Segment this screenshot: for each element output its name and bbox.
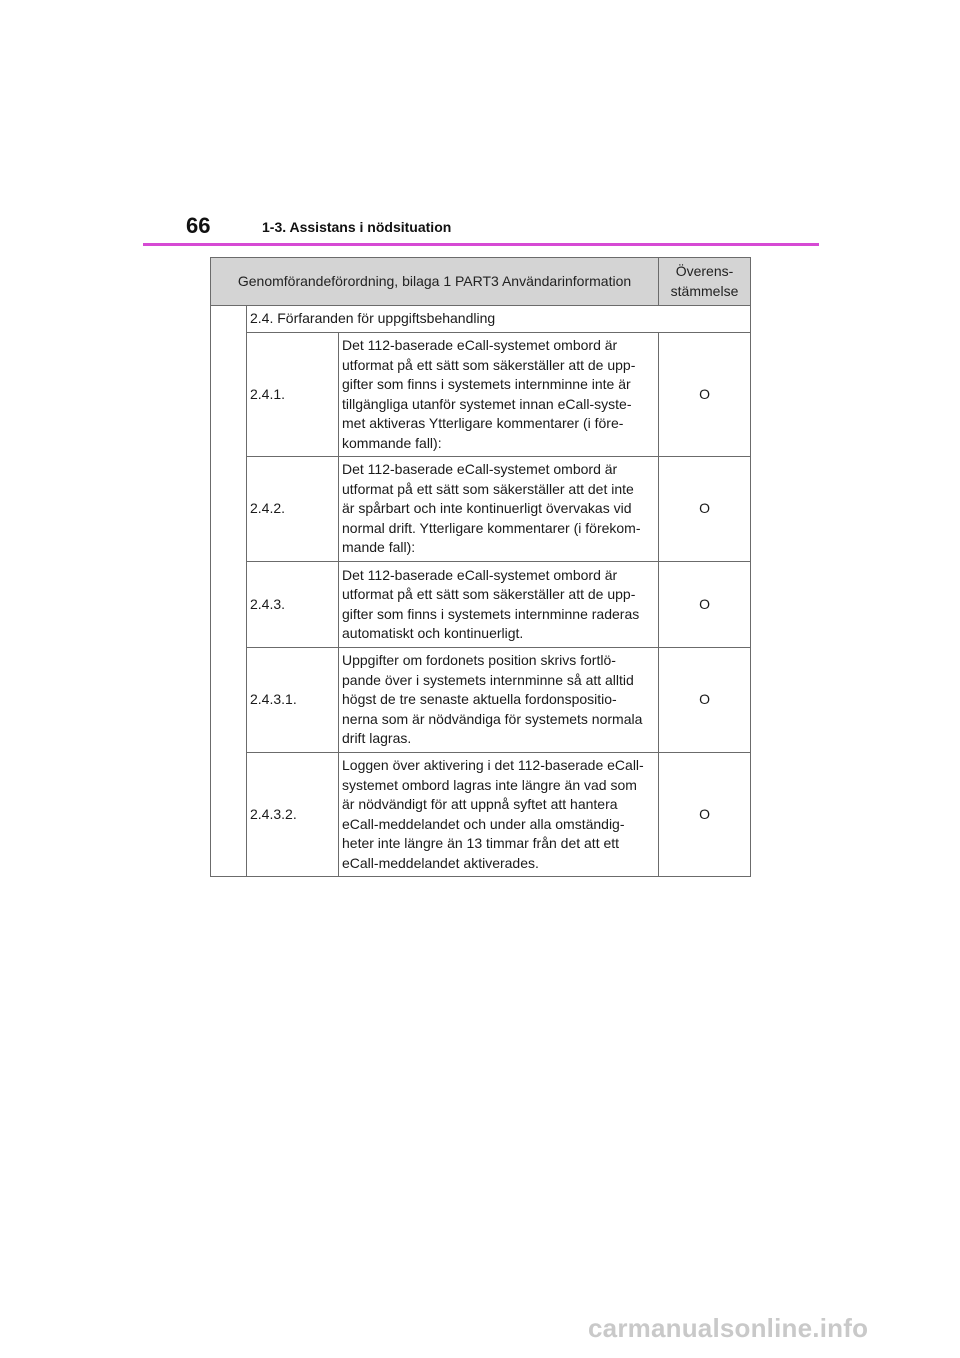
description-line: heter inte längre än 13 timmar från det att ett [342,835,620,851]
description-line: Det 112-baserade eCall-systemet ombord är [342,461,618,478]
row-conformity: O [659,457,751,562]
table-row [211,648,751,753]
row-number: 2.4.3. [247,562,339,648]
description-line: högst de tre senaste aktuella fordonspositio- [342,691,617,708]
group-heading: 2.4. Förfaranden för uppgiftsbehandling [247,306,751,333]
description-line: eCall-meddelandet aktiverades. [342,854,539,871]
row-number: 2.4.1. [247,333,339,457]
row-conformity: O [659,753,751,877]
conformity-header-line-2: stämmelse [670,282,739,299]
description-line: drift lagras. [342,730,412,747]
description-line: utformat på ett sätt som säkerställer att de upp- [342,586,636,602]
description-line: utformat på ett sätt som säkerställer att det inte [342,480,634,497]
description-line: Loggen över aktivering i det 112-baserade eCall- [342,757,644,773]
description-line: utformat på ett sätt som säkerställer att de upp- [342,356,636,373]
column-header-regulation: Genomförandeförordning, bilaga 1 PART3 Användarinformation [211,258,659,306]
description-line: kommande fall): [342,434,442,451]
row-conformity: O [659,648,751,753]
description-line: met aktiveras Ytterligare kommentarer (i före- [342,415,624,431]
description-line: systemet ombord lagras inte längre än vad som [342,776,637,793]
table-row [211,457,751,562]
table-row [211,753,751,877]
row-number: 2.4.2. [247,457,339,562]
page-number: 66 [186,213,211,238]
description-line: gifter som finns i systemets internminne raderas [342,605,640,622]
description-line: är spårbart och inte kontinuerligt övervakas vid [342,500,632,517]
table-row [211,333,751,457]
row-number: 2.4.3.1. [247,648,339,753]
description-line: normal drift. Ytterligare kommentarer (i förekom- [342,519,641,536]
section-title: 1-3. Assistans i nödsituation [262,219,452,235]
row-description [339,648,659,753]
description-line: Det 112-baserade eCall-systemet ombord är [342,566,618,583]
conformity-header-line-1: Överens- [675,263,734,279]
header-divider [143,243,819,246]
regulation-table [210,257,751,877]
table-row [211,562,751,648]
description-line: eCall-meddelandet och under alla omständig- [342,815,625,832]
column-header-conformity [659,258,751,306]
description-line: gifter som finns i systemets internminne inte är [342,376,631,392]
group-heading-row [211,306,751,333]
table-header-row [211,258,751,306]
row-number: 2.4.3.2. [247,753,339,877]
description-line: pande över i systemets internminne så att alltid [342,671,634,688]
description-line: Uppgifter om fordonets position skrivs fortlö- [342,652,616,669]
description-line: Det 112-baserade eCall-systemet ombord är [342,337,618,353]
row-description [339,457,659,562]
description-line: nerna som är nödvändiga för systemets normala [342,710,643,727]
site-watermark: carmanualsonline.info [588,1313,869,1343]
row-description [339,333,659,457]
row-conformity: O [659,562,751,648]
row-conformity: O [659,333,751,457]
description-line: är nödvändigt för att uppnå syftet att hantera [342,796,618,812]
description-line: tillgängliga utanför systemet innan eCall-syste- [342,395,632,412]
row-description [339,562,659,648]
description-line: mande fall): [342,539,416,556]
row-description [339,753,659,877]
indent-cell [211,306,247,877]
description-line: automatiskt och kontinuerligt. [342,625,524,641]
